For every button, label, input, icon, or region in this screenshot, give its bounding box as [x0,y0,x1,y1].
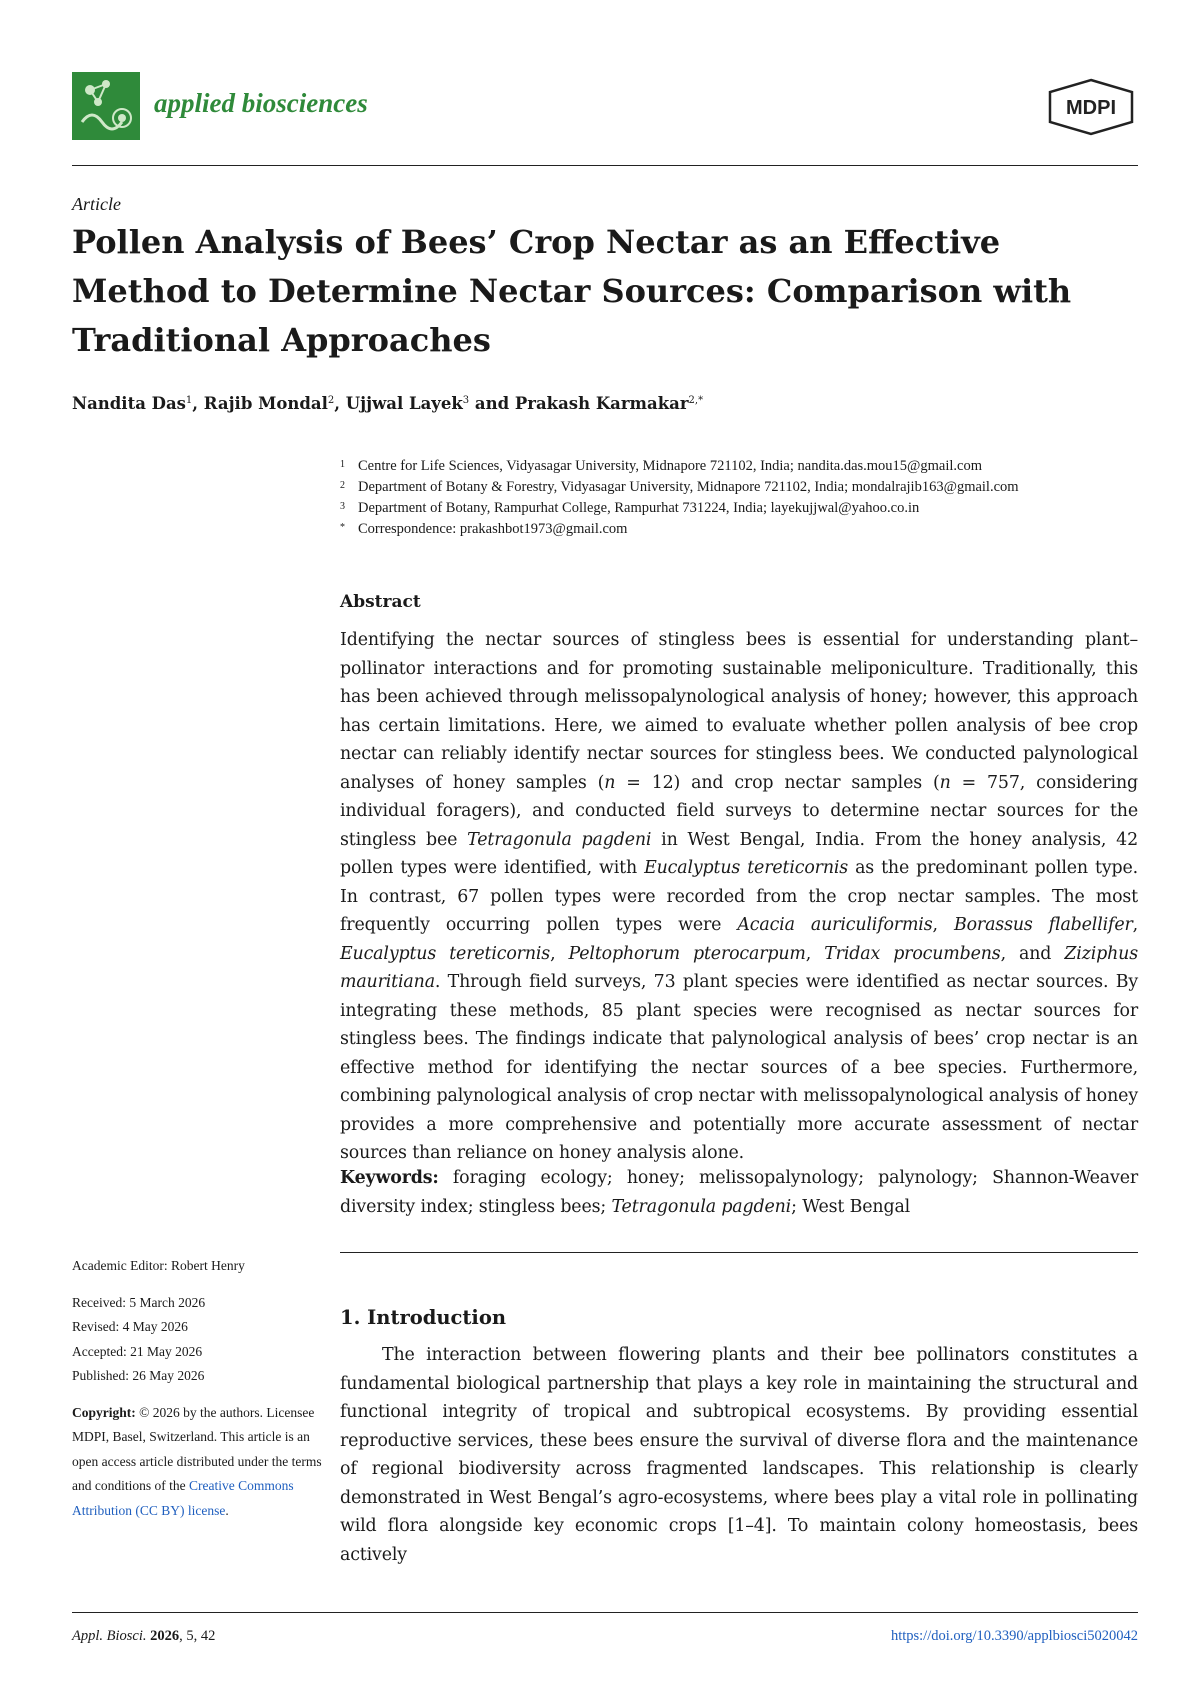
publication-year: 2026 [150,1628,180,1644]
author-name: Ujjwal Layek [345,394,463,413]
author-affiliation-marker: 1 [185,395,193,406]
abstract-text: Identifying the nectar sources of stingless bees is essential for understanding plant–pollinator interactions and for promoting sustainable meliponiculture. Traditionally, this has been achieved through melissopalynological analysis of honey; however, this approach has certain limitations. Here, we aimed to evaluate whether pollen analysis of bee crop nectar can reliably identify nectar sources for stingless bees. We conducted palynological analyses of honey samples ( [340,630,1138,793]
affiliation-list [340,456,1140,540]
copyright-label: Copyright: [72,1404,136,1420]
volume-page: , 5, 42 [179,1628,216,1644]
abstract-italic-term: Eucalyptus tereticornis [644,858,849,878]
journal-logo [72,72,140,140]
footer-citation [72,1628,215,1645]
abstract-text: in West Bengal, India. From the honey analysis, 42 pollen types were identified, with [340,829,1138,878]
doi-link[interactable]: https://doi.org/10.3390/applbiosci5020042 [890,1628,1138,1644]
abstract-text: , and [1000,943,1065,964]
affiliation-text: Correspondence: prakashbot1973@gmail.com [358,521,628,537]
copyright-text: © 2026 by the authors. Licensee MDPI, Basel, Switzerland. This article is an open access article distributed under the terms and conditions of the [72,1404,322,1493]
author-name: Rajib Mondal [203,394,328,413]
abstract-text: . Through field surveys, 73 plant species were identified as nectar sources. By integrating these methods, 85 plant species were recognised as nectar sources for stingless bees. The findings indicate that palynological analysis of bees’ crop nectar is an effective method for identifying the nectar sources of a bee species. Furthermore, combining palynological analysis of crop nectar with melissopalynological analysis of honey provides a more comprehensive and potentially more accurate assessment of nectar sources than reliance on honey analysis alone. [340,972,1138,1163]
abstract-text: as the predominant pollen type. In contrast, 67 pollen types were recorded from the crop nectar samples. The most frequently occurring pollen types were [340,858,1138,935]
author-affiliation-marker: 2 [327,395,335,406]
abstract-italic-term: Eucalyptus tereticornis [340,943,551,964]
abstract-italic-term: n [604,772,616,793]
section-heading-introduction: 1. Introduction [340,1306,507,1329]
keywords [340,1164,1138,1221]
footer-divider [72,1612,1138,1613]
article-title [72,218,1072,365]
title-line: Traditional Approaches [72,321,491,359]
journal-abbreviation: Appl. Biosci. [72,1628,147,1644]
keywords-label: Keywords: [340,1168,439,1188]
affiliation-item [340,498,1140,519]
affiliation-marker: * [340,522,345,533]
copyright-end: . [225,1502,229,1518]
abstract-italic-term: Borassus flabellifer [953,915,1133,935]
journal-name: applied biosciences [154,88,368,118]
abstract-text: , [550,943,569,964]
affiliation-text: Centre for Life Sciences, Vidyasagar University, Midnapore 721102, India; nandita.das.mou15@gmail.com [358,458,983,474]
copyright-notice [72,1401,322,1524]
header-divider [72,165,1138,166]
abstract-heading: Abstract [340,592,421,612]
title-line: Method to Determine Nectar Sources: Comparison with [72,272,1072,310]
affiliation-item [340,477,1140,498]
article-info-sidebar [72,1254,322,1523]
affiliation-marker: 3 [340,501,345,512]
license-link[interactable]: Creative Commons Attribution (CC BY) license [72,1478,294,1518]
author-separator: , [192,394,204,413]
affiliation-item [340,519,1140,540]
author-separator: and [469,394,515,413]
abstract-italic-term: Acacia auriculiformis [737,915,933,935]
author-affiliation-marker: 2,* [688,395,704,406]
academic-editor: Academic Editor: Robert Henry [72,1258,245,1273]
published-date: Published: 26 May 2026 [72,1368,205,1383]
author-name: Prakash Karmakar [514,394,689,413]
received-date: Received: 5 March 2026 [72,1294,206,1310]
author-affiliation-marker: 3 [462,395,470,406]
mdpi-hexagon-icon [1044,78,1138,136]
affiliation-text: Department of Botany, Rampurhat College, Rampurhat 731224, India; layekujjwal@yahoo.co.in [358,500,920,516]
keyword-italic-term: Tetragonula pagdeni [611,1196,792,1217]
abstract-italic-term: Peltophorum pterocarpum [568,943,806,964]
abstract-text: = 757, considering individual foragers), and conducted field surveys to determine nectar sources for the stingless bee [340,772,1138,850]
publisher-name: MDPI [1066,97,1116,119]
title-line: Pollen Analysis of Bees’ Crop Nectar as an Effective [72,223,1001,261]
abstract-italic-term: Tetragonula pagdeni [467,829,652,850]
abstract-italic-term: Ziziphus mauritiana [340,943,1139,992]
publisher-logo [1044,78,1138,136]
keywords-list [340,1168,1138,1217]
abstract-divider [340,1252,1138,1253]
abstract-text: , [1132,915,1139,935]
revised-date: Revised: 4 May 2026 [72,1319,188,1334]
introduction-body: The interaction between flowering plants and their bee pollinators constitutes a fundamental biological partnership that plays a key role in maintaining the structural and functional integrity of tropical and subtropical ecosystems. By providing essential reproductive services, these bees ensure the survival of diverse flora and the maintenance of regional biodiversity across fragmented landscapes. This relationship is clearly demonstrated in West Bengal’s agro-ecosystems, where bees play a vital role in pollinating wild flora alongside key economic crops [1–4]. To maintain colony homeostasis, bees actively [340,1345,1138,1565]
keyword-text: ; West Bengal [791,1196,911,1217]
article-type: Article [72,194,121,214]
abstract-italic-term: n [939,772,951,793]
accepted-date: Accepted: 21 May 2026 [72,1343,203,1359]
abstract-text: , [805,943,825,964]
abstract-text: = 12) and crop nectar samples ( [615,772,940,793]
author-name: Nandita Das [72,394,186,413]
affiliation-marker: 2 [340,480,345,491]
affiliation-text: Department of Botany & Forestry, Vidyasagar University, Midnapore 721102, India; mondalrajib163@gmail.com [358,479,1019,495]
affiliation-marker: 1 [340,459,345,470]
abstract-text: , [932,915,954,935]
journal-logo-graphic [72,72,140,140]
author-list [72,394,703,413]
keyword-text: foraging ecology; honey; melissopalynology; palynology; Shannon-Weaver diversity index; stingless bees; [340,1168,1138,1217]
abstract-italic-term: Tridax procumbens [824,943,1001,964]
affiliation-item [340,456,1140,477]
abstract-body [340,626,1138,1168]
author-separator: , [334,394,346,413]
